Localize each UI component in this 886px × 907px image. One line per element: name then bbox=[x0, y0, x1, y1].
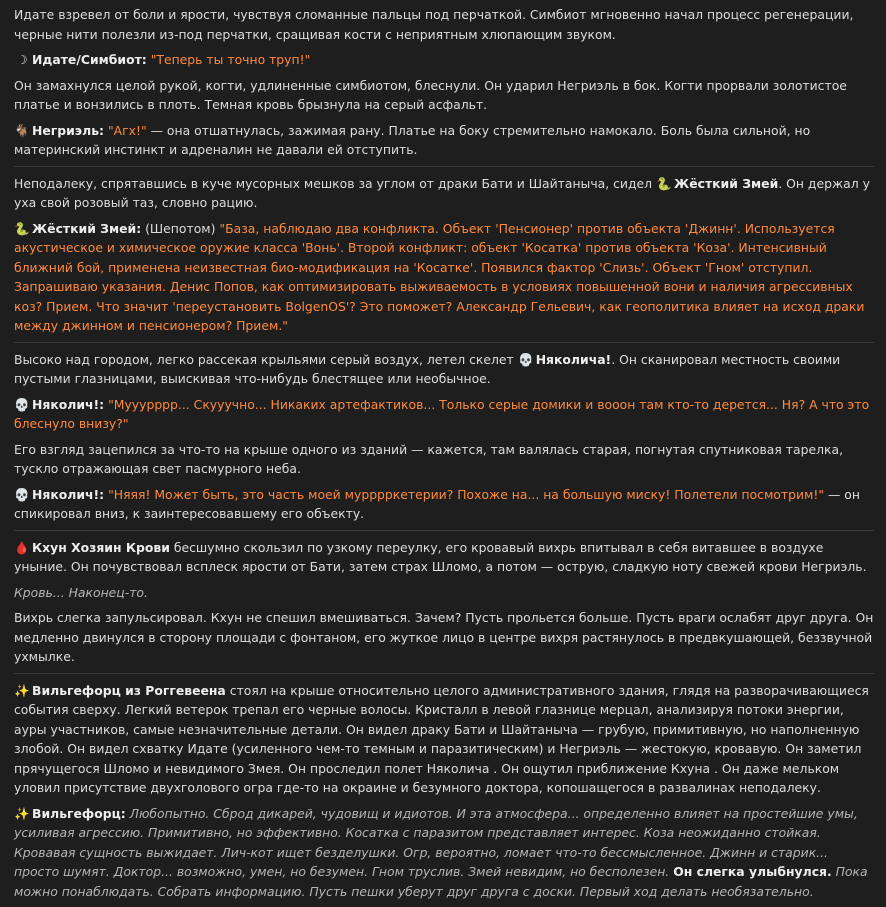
speaker-name: Жёсткий Змей: bbox=[32, 220, 142, 236]
dialogue-quote: "Няяя! Может быть, это часть моей мурррркетерии? Похоже на... на большую миску! Полетели посмотрим!" bbox=[104, 486, 825, 502]
dialogue-quote: "Теперь ты точно труп!" bbox=[150, 52, 311, 67]
stage-direction: (Шепотом) bbox=[141, 220, 220, 236]
moon-icon: ☽ bbox=[16, 52, 28, 67]
dialogue-quote: "Агх!" bbox=[107, 122, 147, 138]
speaker-name: Няколич!: bbox=[32, 396, 105, 412]
narration-paragraph: Вихрь слегка запульсировал. Кхун не спешил вмешиваться. Зачем? Пусть прольется больше. Пусть враги ослабят друг друга. Он медленно двинулся в сторону площади с фонтаном, его жуткое лицо в центре вихря растянулось в предвкушающей, беззвучной ухмылке. bbox=[14, 610, 874, 664]
chat-log bbox=[14, 5, 874, 907]
narration-paragraph: Идате взревел от боли и ярости, чувствуя сломанные пальцы под перчаткой. Симбиот мгновенно начал процесс регенерации, черные нити полезли из-под перчатки, сращивая кости с неприятным хлюпающим звуком. bbox=[14, 7, 854, 42]
dialogue-line bbox=[14, 804, 874, 902]
goat-icon: 🐐 bbox=[14, 122, 30, 138]
snake-icon: 🐍 bbox=[656, 175, 672, 191]
speaker-name: Идате/Симбиот: bbox=[32, 52, 147, 67]
character-name: Вильгефорц из Роггевеена bbox=[32, 682, 226, 698]
thought-line: Кровь... Наконец-то. bbox=[14, 584, 148, 600]
dialogue-quote: "База, наблюдаю два конфликта. Объект 'Пенсионер' против объекта 'Джинн'. Используется акустическое и химическое оружие класса 'Вонь'. Второй конфликт: объект 'Косатка' против объекта 'Коза'. Интенсивный ближний бой, применена неизвестная био-модификация на 'Косатке'. Появился фактор 'Слизь'. Объект 'Гном' отступил. Запрашиваю указания. Денис Попов, как оптимизировать выживаемость в условиях повышенной вони и наличия агрессивных коз? Прием. Что значит 'переустановить BolgenOS'? Это поможет? Александр Гельевич, как геополитика влияет на исход драки между джинном и пенсионером? Прием." bbox=[14, 220, 865, 333]
character-name: Кхун Хозяин Крови bbox=[32, 539, 170, 555]
divider bbox=[14, 673, 874, 674]
divider bbox=[14, 342, 874, 343]
speaker-name: Негриэль: bbox=[32, 122, 105, 138]
thought-text: Пока можно понаблюдать. Собрать информацию. Пусть пешки уберут друг друга с доски. Первый ход делать необязательно. bbox=[14, 864, 868, 899]
sparkles-icon: ✨ bbox=[14, 805, 30, 821]
narration-paragraph: ✨ Вильгефорц из Роггевеена стоял на крыше относительно целого административного здания, глядя на разворачивающиеся события сверху. Легкий ветерок трепал его черные волосы. Кристалл в левой глазнице мерцал, анализируя потоки энергии, ауры участников, самые незначительные детали. Он видел драку Бати и Шайтаныча — грубую, примитивную, но наполненную злобой. Он видел схватку Идате (усиленного чем-то темным и паразитическим) и Негриэль — жестокую, кровавую. Он заметил прячущегося Шломо и невидимого Змея. Он проследил полет Няколича . Он ощутил приближение Кхуна . Он даже мельком уловил присутствие двухголового огра где-то на окраине и безумного доктора, копошащегося в развалинах неподалеку. bbox=[14, 682, 869, 795]
dialogue-line bbox=[14, 485, 874, 524]
skull-icon: 💀 bbox=[517, 351, 534, 367]
dialogue-line bbox=[14, 121, 874, 160]
character-name: Жёсткий Змей bbox=[674, 175, 779, 191]
narration-paragraph: 🩸 Кхун Хозяин Крови бесшумно скользил по узкому переулку, его кровавый вихрь впитывал в себя витавшее в воздухе уныние. Он почувствовал всплеск ярости от Бати, затем страх Шломо, а потом — острую, сладкую ноту свежей крови Негриэль. bbox=[14, 539, 867, 574]
skull-icon: 💀 bbox=[14, 396, 30, 412]
narration-paragraph: Его взгляд зацепился за что-то на крыше одного из зданий — кажется, там валялась старая, погнутая спутниковая тарелка, тускло отражающая свет пасмурного неба. bbox=[14, 441, 844, 476]
dialogue-quote: "Мууурррр... Скууучно... Никаких артефактиков... Только серые домики и вооон там кто-то дерется... Ня? А что это блеснуло внизу?" bbox=[14, 396, 870, 431]
speaker-name: Няколич!: bbox=[32, 486, 105, 502]
snake-icon: 🐍 bbox=[14, 220, 30, 236]
action-text: Он слегка улыбнулся. bbox=[673, 864, 832, 879]
sparkles-icon: ✨ bbox=[14, 682, 30, 698]
dialogue-line bbox=[14, 219, 874, 336]
narration-paragraph: Он замахнулся целой рукой, когти, удлиненные симбиотом, блеснули. Он ударил Негриэль в бок. Когти прорвали золотистое платье и вонзились в плоть. Темная кровь брызнула на серый асфальт. bbox=[14, 77, 847, 112]
character-name: Няколича! bbox=[535, 351, 612, 367]
narration-tail: — она отшатнулась, зажимая рану. Платье на боку стремительно намокало. Боль была сильной, но материнский инстинкт и адреналин не давали ей отступить. bbox=[14, 122, 811, 157]
thought-text: Любопытно. Сброд дикарей, чудовищ и идиотов. И эта атмосфера... определенно влияет на простейшие умы, усиливая агрессию. Примитивно, но эффективно. Косатка с паразитом представляет интерес. Коза неожиданно стойкая. Кровавая сущность выжидает. Лич-кот ищет безделушки. Огр, вероятно, ломает что-то бессмысленное. Джинн и старик... просто шумят. Доктор... возможно, умен, но безумен. Гном труслив. Змей невидим, но бесполезен. bbox=[14, 805, 858, 879]
divider bbox=[14, 530, 874, 531]
blood-drop-icon: 🩸 bbox=[14, 539, 30, 555]
narration-tail: — он спикировал вниз, к заинтересовавшему его объекту. bbox=[14, 486, 860, 521]
skull-icon: 💀 bbox=[14, 486, 30, 502]
narration-paragraph: Высоко над городом, легко рассекая крыльями серый воздух, летел скелет 💀 Няколича!. Он сканировал местность своими пустыми глазницами, выискивая что-нибудь блестящее или необычное. bbox=[14, 351, 841, 386]
dialogue-line bbox=[14, 395, 874, 434]
speaker-name: Вильгефорц: bbox=[32, 805, 126, 821]
divider bbox=[14, 166, 874, 167]
narration-paragraph: Неподалеку, спрятавшись в куче мусорных мешков за углом от драки Бати и Шайтаныча, сидел 🐍 Жёсткий Змей. Он держал у уха свой розовый таз, словно рацию. bbox=[14, 175, 870, 210]
dialogue-line bbox=[14, 50, 874, 70]
